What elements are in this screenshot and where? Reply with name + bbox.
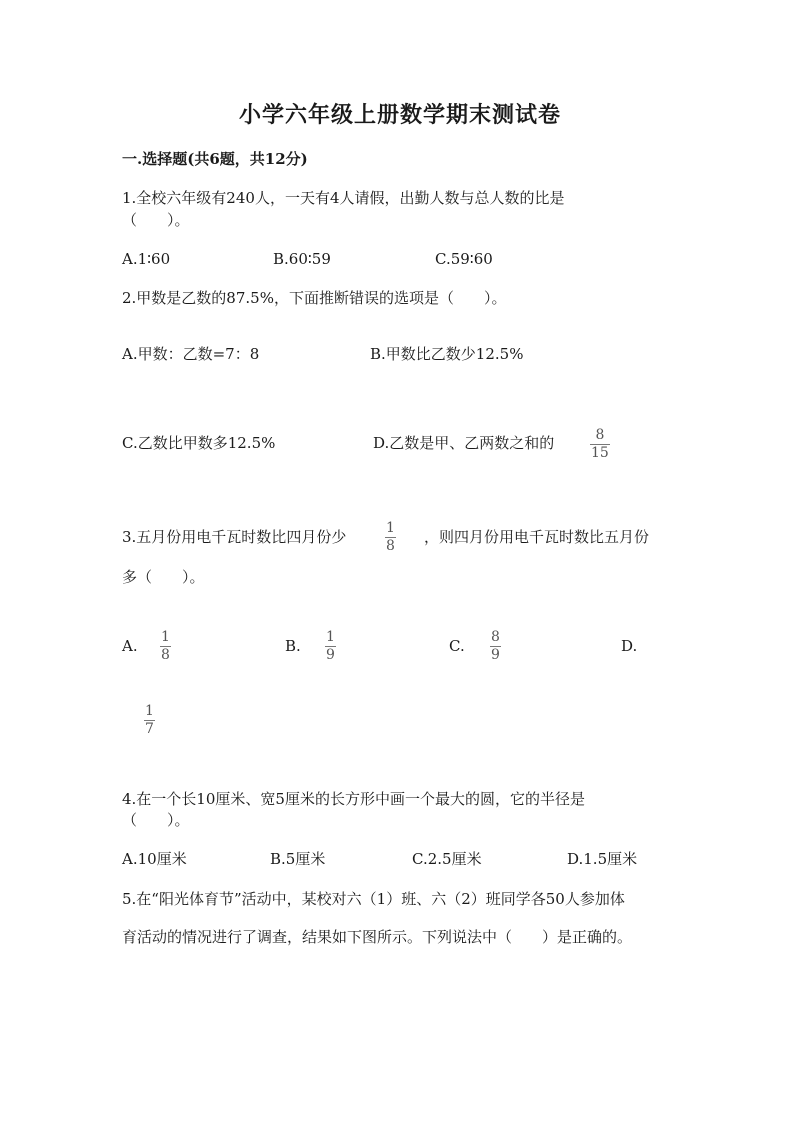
q2-option-b: B.甲数比乙数少12.5%: [370, 345, 524, 363]
fraction-numerator: 8: [491, 629, 500, 645]
question-3-blank: 多（ ）。: [122, 568, 205, 586]
fraction-denominator: 8: [386, 538, 395, 554]
q2-option-a: A.甲数：乙数=7：8: [122, 345, 260, 363]
q4-option-a: A.10厘米: [122, 850, 187, 868]
question-4-blank: （ ）。: [122, 811, 190, 829]
q2-option-c: C.乙数比甲数多12.5%: [122, 434, 276, 452]
q3-inline-fraction: [385, 521, 396, 554]
q4-option-d: D.1.5厘米: [567, 850, 638, 868]
q1-option-a: A.1∶60: [122, 250, 171, 268]
question-1-blank: （ ）。: [122, 211, 190, 229]
fraction-denominator: 15: [591, 445, 609, 461]
q3-option-d-label: D.: [621, 637, 638, 655]
fraction-denominator: 8: [161, 647, 170, 663]
page-title: 小学六年级上册数学期末测试卷: [238, 102, 561, 128]
fraction-numerator: 1: [145, 703, 154, 719]
q3-option-a-label: A.: [122, 637, 138, 655]
question-2-text: 2.甲数是乙数的87.5%，下面推断错误的选项是（ ）。: [122, 289, 507, 307]
q3-option-c-fraction: [490, 630, 501, 663]
q1-option-c: C.59∶60: [435, 250, 493, 268]
q4-option-c: C.2.5厘米: [412, 850, 482, 868]
q3-option-a-fraction: [160, 630, 171, 663]
question-3-text-cont: ，则四月份用电千瓦时数比五月份: [424, 528, 650, 546]
question-3-text: 3.五月份用电千瓦时数比四月份少: [122, 528, 347, 546]
q1-option-b: B.60∶59: [273, 250, 331, 268]
fraction-denominator: 7: [145, 721, 154, 737]
q2-option-d-fraction: [590, 428, 610, 461]
question-1-text: 1.全校六年级有240人，一天有4人请假，出勤人数与总人数的比是: [122, 189, 565, 207]
fraction-numerator: 1: [161, 629, 170, 645]
fraction-denominator: 9: [491, 647, 500, 663]
q3-option-d-fraction: [144, 704, 155, 737]
question-5-text-cont: 育活动的情况进行了调查，结果如下图所示。下列说法中（ ）是正确的。: [122, 928, 633, 946]
q3-option-b-label: B.: [285, 637, 301, 655]
q4-option-b: B.5厘米: [270, 850, 326, 868]
section-heading: 一.选择题(共6题，共12分): [122, 150, 308, 168]
fraction-numerator: 8: [595, 427, 605, 443]
q3-option-c-label: C.: [449, 637, 465, 655]
q2-option-d: D.乙数是甲、乙两数之和的: [373, 434, 555, 452]
question-4-text: 4.在一个长10厘米、宽5厘米的长方形中画一个最大的圆，它的半径是: [122, 790, 585, 808]
q3-option-b-fraction: [325, 630, 336, 663]
fraction-numerator: 1: [326, 629, 335, 645]
question-5-text: 5.在“阳光体育节”活动中，某校对六（1）班、六（2）班同学各50人参加体: [122, 890, 625, 908]
fraction-numerator: 1: [386, 520, 395, 536]
fraction-denominator: 9: [326, 647, 335, 663]
